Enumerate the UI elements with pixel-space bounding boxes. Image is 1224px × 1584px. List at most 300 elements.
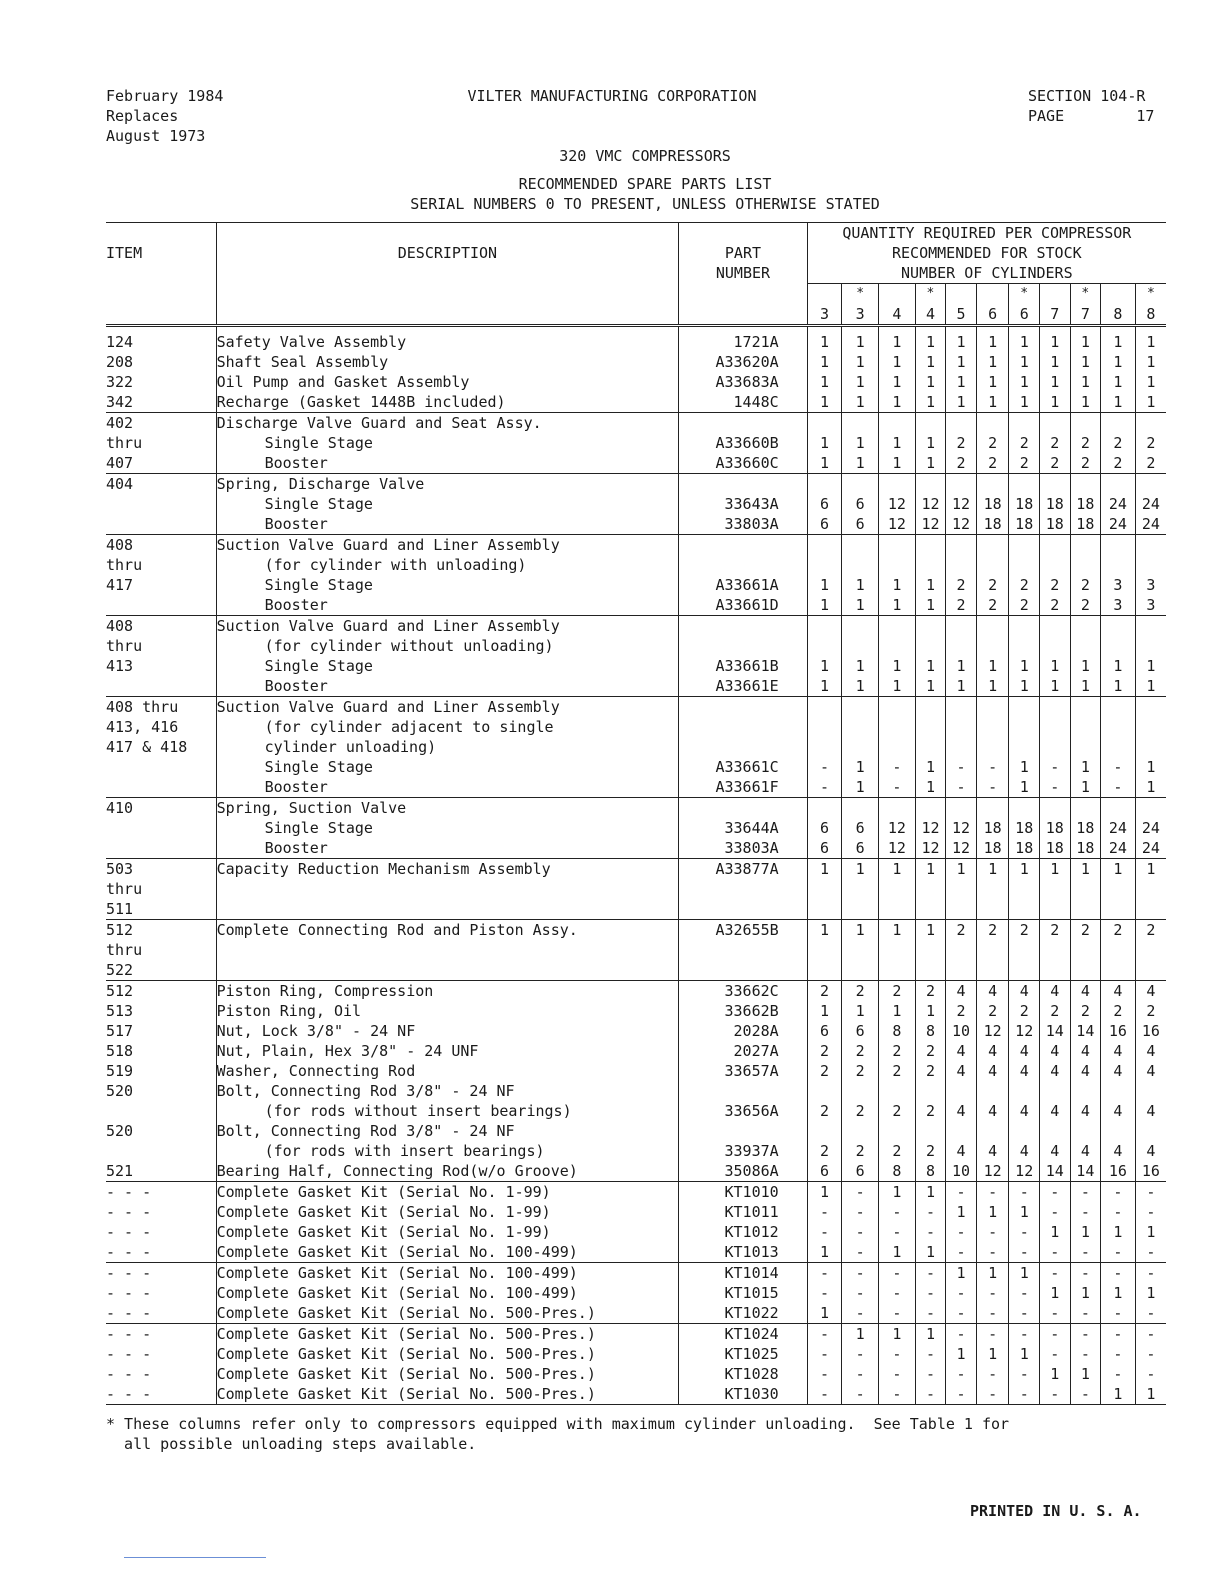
- quantity-cell: 4: [1039, 1061, 1070, 1081]
- part-number-cell: [679, 940, 807, 960]
- quantity-cell: 12: [1009, 1161, 1040, 1182]
- quantity-cell: 2: [1070, 595, 1101, 616]
- part-number-header: [679, 223, 807, 326]
- quantity-cell: -: [879, 1384, 916, 1405]
- description-cell: Capacity Reduction Mechanism Assembly: [216, 858, 679, 879]
- item-cell: 522: [106, 960, 216, 981]
- table-row: [106, 1303, 1166, 1324]
- quantity-cell: 8: [879, 1021, 916, 1041]
- quantity-cell: 8: [915, 1161, 946, 1182]
- description-cell: Piston Ring, Compression: [216, 980, 679, 1001]
- quantity-cell: -: [976, 757, 1009, 777]
- quantity-cell: [915, 940, 946, 960]
- description-cell: Complete Gasket Kit (Serial No. 100-499): [216, 1262, 679, 1283]
- quantity-cell: [1009, 960, 1040, 981]
- quantity-cell: 2: [915, 1061, 946, 1081]
- quantity-cell: [842, 717, 879, 737]
- quantity-cell: -: [976, 1242, 1009, 1263]
- quantity-cell: 1: [1070, 1364, 1101, 1384]
- quantity-cell: [807, 1081, 842, 1101]
- quantity-cell: [1039, 636, 1070, 656]
- quantity-cell: 1: [1101, 392, 1136, 413]
- quantity-cell: 16: [1101, 1161, 1136, 1182]
- quantity-cell: [807, 899, 842, 920]
- quantity-cell: 1: [1009, 392, 1040, 413]
- item-cell: [106, 514, 216, 535]
- star-marker: [946, 284, 977, 305]
- quantity-cell: -: [879, 1283, 916, 1303]
- quantity-cell: [1009, 1081, 1040, 1101]
- part-number-cell: [679, 615, 807, 636]
- quantity-cell: [879, 960, 916, 981]
- quantity-cell: 12: [946, 514, 977, 535]
- description-cell: Suction Valve Guard and Liner Assembly: [216, 696, 679, 717]
- quantity-cell: -: [1101, 1364, 1136, 1384]
- quantity-cell: [1009, 737, 1040, 757]
- part-number-cell: 33662B: [679, 1001, 807, 1021]
- table-row: [106, 696, 1166, 717]
- section-block: [1028, 86, 1154, 126]
- quantity-cell: 1: [946, 326, 977, 352]
- quantity-cell: -: [879, 1364, 916, 1384]
- item-header: ITEM: [106, 223, 216, 326]
- description-cell: Single Stage: [216, 818, 679, 838]
- quantity-cell: [1009, 615, 1040, 636]
- quantity-cell: 2: [807, 980, 842, 1001]
- quantity-cell: 1: [1070, 858, 1101, 879]
- quantity-cell: [946, 696, 977, 717]
- quantity-cell: [976, 534, 1009, 555]
- cylinder-count-header: 4: [879, 304, 916, 326]
- quantity-cell: -: [1146, 1182, 1156, 1201]
- description-cell: Spring, Suction Valve: [216, 797, 679, 818]
- quantity-cell: -: [1101, 1202, 1136, 1222]
- quantity-cell: [807, 879, 842, 899]
- quantity-cell: 1: [1070, 757, 1101, 777]
- quantity-cell: 2: [976, 919, 1009, 940]
- quantity-cell: 4: [1101, 1061, 1136, 1081]
- quantity-cell: -: [1039, 757, 1070, 777]
- quantity-cell: [1070, 879, 1101, 899]
- quantity-cell: 1: [807, 1001, 842, 1021]
- table-row: [106, 514, 1166, 535]
- part-number-cell: 1448C: [679, 392, 807, 413]
- part-number-cell: KT1012: [679, 1222, 807, 1242]
- quantity-cell: 1: [1101, 372, 1136, 392]
- quantity-cell: [1009, 534, 1040, 555]
- table-row: [106, 919, 1166, 940]
- quantity-cell: -: [976, 1364, 1009, 1384]
- quantity-cell: 2: [1039, 595, 1070, 616]
- quantity-cell: 2: [1070, 1001, 1101, 1021]
- quantity-cell: 12: [946, 494, 977, 514]
- description-cell: [216, 960, 679, 981]
- quantity-cell: 4: [976, 1041, 1009, 1061]
- table-row: [106, 1242, 1166, 1263]
- table-row: [106, 1181, 1166, 1202]
- quantity-cell: [915, 696, 946, 717]
- quantity-cell: 18: [976, 514, 1009, 535]
- table-row: [106, 1101, 1166, 1121]
- quantity-cell: -: [1146, 1263, 1156, 1282]
- quantity-cell: [915, 473, 946, 494]
- table-row: [106, 494, 1166, 514]
- table-row: [106, 1001, 1166, 1021]
- quantity-cell: 1: [1070, 392, 1101, 413]
- quantity-cell: 14: [1039, 1161, 1070, 1182]
- quantity-cell: 2: [1070, 433, 1101, 453]
- description-cell: Single Stage: [216, 656, 679, 676]
- quantity-cell: 2: [976, 575, 1009, 595]
- quantity-cell: -: [1009, 1384, 1040, 1405]
- quantity-cell: -: [842, 1364, 879, 1384]
- table-row: [106, 960, 1166, 981]
- quantity-cell: [976, 412, 1009, 433]
- quantity-cell: [1101, 797, 1136, 818]
- quantity-cell: -: [976, 1323, 1009, 1344]
- quantity-cell: 2: [1039, 575, 1070, 595]
- item-cell: thru: [106, 940, 216, 960]
- part-number-cell: KT1013: [679, 1242, 807, 1263]
- quantity-cell: 1: [1101, 326, 1136, 352]
- quantity-cell: [879, 1121, 916, 1141]
- quantity-cell: [1070, 696, 1101, 717]
- part-number-cell: 33662C: [679, 980, 807, 1001]
- quantity-cell: [842, 1081, 879, 1101]
- quantity-cell: [1135, 737, 1166, 757]
- quantity-cell: 4: [1070, 1041, 1101, 1061]
- description-cell: Complete Gasket Kit (Serial No. 100-499): [216, 1283, 679, 1303]
- item-cell: - - -: [106, 1242, 216, 1263]
- quantity-cell: [946, 1121, 977, 1141]
- quantity-cell: 2: [946, 919, 977, 940]
- quantity-cell: 4: [976, 1101, 1009, 1121]
- quantity-cell: 4: [1101, 1101, 1136, 1121]
- description-cell: Complete Gasket Kit (Serial No. 500-Pres.): [216, 1344, 679, 1364]
- table-row: [106, 1262, 1166, 1283]
- quantity-cell: 14: [1039, 1021, 1070, 1041]
- item-cell: 521: [106, 1161, 216, 1182]
- item-cell: 413: [106, 656, 216, 676]
- description-cell: Booster: [216, 595, 679, 616]
- quantity-cell: 2: [1135, 453, 1166, 474]
- quantity-cell: 6: [842, 838, 879, 859]
- quantity-cell: 2: [976, 433, 1009, 453]
- description-cell: Spring, Discharge Valve: [216, 473, 679, 494]
- quantity-cell: 1: [976, 1344, 1009, 1364]
- part-number-cell: 2027A: [679, 1041, 807, 1061]
- quantity-cell: 6: [842, 494, 879, 514]
- part-number-cell: 33803A: [679, 838, 807, 859]
- quantity-cell: 4: [1009, 1041, 1040, 1061]
- quantity-cell: -: [879, 777, 916, 798]
- quantity-cell: 1: [1039, 392, 1070, 413]
- quantity-cell: 12: [915, 514, 946, 535]
- quantity-cell: 2: [842, 1041, 879, 1061]
- quantity-cell: [946, 1081, 977, 1101]
- item-cell: [106, 676, 216, 697]
- description-cell: Bolt, Connecting Rod 3/8" - 24 NF: [216, 1081, 679, 1101]
- quantity-cell: [1070, 717, 1101, 737]
- item-cell: - - -: [106, 1323, 216, 1344]
- quantity-cell: 4: [1039, 1141, 1070, 1161]
- quantity-cell: [1101, 412, 1136, 433]
- cylinder-count-header: 3: [807, 304, 842, 326]
- quantity-cell: 2: [976, 453, 1009, 474]
- quantity-cell: [1039, 879, 1070, 899]
- quantity-cell: [879, 555, 916, 575]
- quantity-cell: 18: [976, 818, 1009, 838]
- recommended-header: RECOMMENDED FOR STOCK: [892, 244, 1082, 262]
- table-row: [106, 433, 1166, 453]
- description-cell: Booster: [216, 453, 679, 474]
- item-cell: [106, 757, 216, 777]
- quantity-cell: -: [946, 1303, 977, 1324]
- quantity-cell: [1101, 1121, 1136, 1141]
- quantity-cell: -: [842, 1202, 879, 1222]
- part-number-cell: [679, 412, 807, 433]
- description-cell: Complete Gasket Kit (Serial No. 500-Pres.): [216, 1323, 679, 1344]
- quantity-cell: 2: [915, 980, 946, 1001]
- quantity-cell: -: [946, 1181, 977, 1202]
- quantity-cell: 2: [807, 1061, 842, 1081]
- quantity-cell: 1: [1039, 676, 1070, 697]
- quantity-cell: 1: [915, 1323, 946, 1344]
- quantity-cell: -: [946, 1283, 977, 1303]
- part-number-cell: [679, 797, 807, 818]
- quantity-cell: 1: [915, 777, 946, 798]
- star-marker: [879, 284, 916, 305]
- quantity-cell: [842, 899, 879, 920]
- quantity-cell: 18: [1039, 818, 1070, 838]
- quantity-cell: [807, 412, 842, 433]
- description-cell: Single Stage: [216, 575, 679, 595]
- quantity-cell: 2: [1039, 433, 1070, 453]
- quantity-cell: 24: [1101, 494, 1136, 514]
- star-marker: [807, 284, 842, 305]
- description-cell: Booster: [216, 777, 679, 798]
- quantity-cell: 1: [842, 372, 879, 392]
- quantity-cell: 1: [879, 676, 916, 697]
- quantity-cell: 2: [879, 1061, 916, 1081]
- quantity-cell: 6: [807, 818, 842, 838]
- quantity-cell: [915, 534, 946, 555]
- quantity-cell: -: [807, 1202, 842, 1222]
- quantity-cell: [807, 696, 842, 717]
- table-row: [106, 1222, 1166, 1242]
- description-cell: Booster: [216, 838, 679, 859]
- quantity-cell: 2: [1070, 575, 1101, 595]
- quantity-cell: [1101, 555, 1136, 575]
- quantity-cell: [1101, 615, 1136, 636]
- quantity-cell: 2: [1039, 1001, 1070, 1021]
- table-row: [106, 372, 1166, 392]
- part-number-cell: [679, 473, 807, 494]
- description-cell: Complete Gasket Kit (Serial No. 100-499): [216, 1242, 679, 1263]
- quantity-cell: 1: [1039, 326, 1070, 352]
- quantity-cell: 1: [879, 352, 916, 372]
- quantity-cell: [946, 412, 977, 433]
- footnote-line1: * These columns refer only to compressors equipped with maximum cylinder unloading. See Table 1 for: [106, 1415, 1010, 1433]
- quantity-cell: [946, 797, 977, 818]
- quantity-cell: -: [1101, 1323, 1136, 1344]
- quantity-cell: [915, 960, 946, 981]
- quantity-cell: -: [842, 1262, 879, 1283]
- section-number: SECTION 104-R: [1028, 87, 1146, 105]
- quantity-cell: 1: [976, 1262, 1009, 1283]
- quantity-cell: 2: [1101, 919, 1136, 940]
- quantity-cell: 12: [879, 514, 916, 535]
- quantity-cell: [976, 1081, 1009, 1101]
- description-cell: (for cylinder adjacent to single: [216, 717, 679, 737]
- description-header: DESCRIPTION: [216, 223, 679, 326]
- quantity-cell: -: [1039, 777, 1070, 798]
- item-cell: 518: [106, 1041, 216, 1061]
- item-cell: 208: [106, 352, 216, 372]
- quantity-cell: [1101, 717, 1136, 737]
- quantity-cell: [1101, 636, 1136, 656]
- quantity-cell: [1039, 534, 1070, 555]
- quantity-cell: [1101, 696, 1136, 717]
- table-row: [106, 717, 1166, 737]
- quantity-cell: [1101, 1081, 1136, 1101]
- quantity-cell: [1101, 534, 1136, 555]
- description-cell: Nut, Plain, Hex 3/8" - 24 UNF: [216, 1041, 679, 1061]
- quantity-cell: 6: [842, 1021, 879, 1041]
- quantity-cell: 1: [1146, 352, 1156, 371]
- part-number-cell: A33660C: [679, 453, 807, 474]
- quantity-cell: [842, 412, 879, 433]
- quantity-cell: [1039, 696, 1070, 717]
- quantity-cell: [915, 1081, 946, 1101]
- quantity-cell: 12: [879, 838, 916, 859]
- quantity-cell: 1: [807, 1181, 842, 1202]
- quantity-cell: 4: [1009, 1061, 1040, 1081]
- quantity-cell: [1101, 737, 1136, 757]
- part-number-cell: A33661C: [679, 757, 807, 777]
- quantity-cell: 1: [807, 433, 842, 453]
- quantity-cell: [1135, 797, 1166, 818]
- part-number-cell: A33661A: [679, 575, 807, 595]
- quantity-cell: -: [842, 1283, 879, 1303]
- item-cell: 407: [106, 453, 216, 474]
- quantity-cell: [946, 636, 977, 656]
- quantity-cell: [976, 696, 1009, 717]
- item-cell: 512: [106, 919, 216, 940]
- quantity-cell: -: [807, 1283, 842, 1303]
- quantity-cell: 2: [1039, 453, 1070, 474]
- quantity-cell: [1009, 899, 1040, 920]
- table-row: [106, 676, 1166, 697]
- quantity-cell: 1: [879, 1323, 916, 1344]
- item-cell: 503: [106, 858, 216, 879]
- quantity-cell: 12: [1009, 1021, 1040, 1041]
- table-row: [106, 838, 1166, 859]
- quantity-cell: 1: [879, 1242, 916, 1263]
- quantity-cell: -: [946, 1364, 977, 1384]
- quantity-cell: 4: [976, 1061, 1009, 1081]
- quantity-cell: [976, 717, 1009, 737]
- part-number-cell: [679, 1081, 807, 1101]
- quantity-cell: 1: [807, 1303, 842, 1324]
- quantity-cell: [807, 1121, 842, 1141]
- quantity-cell: 1: [1009, 676, 1040, 697]
- quantity-cell: 3: [1135, 595, 1166, 616]
- quantity-cell: 16: [1141, 1021, 1160, 1040]
- quantity-cell: 1: [1135, 777, 1166, 798]
- quantity-cell: 4: [1101, 1041, 1136, 1061]
- quantity-cell: [976, 473, 1009, 494]
- part-number-cell: A33683A: [679, 372, 807, 392]
- item-cell: 520: [106, 1081, 216, 1101]
- quantity-cell: [1009, 797, 1040, 818]
- quantity-cell: [879, 473, 916, 494]
- quantity-cell: 2: [976, 595, 1009, 616]
- quantity-cell: 2: [807, 1041, 842, 1061]
- list-title: RECOMMENDED SPARE PARTS LIST: [518, 175, 772, 193]
- quantity-cell: [879, 412, 916, 433]
- quantity-cell: 2: [879, 1141, 916, 1161]
- quantity-cell: 16: [1135, 1161, 1166, 1182]
- quantity-cell: 1: [1009, 1202, 1040, 1222]
- quantity-cell: 1: [915, 372, 946, 392]
- quantity-cell: 2: [1146, 920, 1156, 939]
- quantity-cell: [1135, 473, 1166, 494]
- quantity-cell: -: [807, 1344, 842, 1364]
- quantity-cell: 4: [946, 1101, 977, 1121]
- quantity-cell: 1: [842, 1323, 879, 1344]
- quantity-cell: 4: [1146, 1041, 1156, 1060]
- quantity-cell: 4: [1146, 1101, 1156, 1120]
- quantity-cell: 1: [1146, 332, 1156, 351]
- cylinder-count-header: 7: [1039, 304, 1070, 326]
- table-row: [106, 575, 1166, 595]
- description-cell: Piston Ring, Oil: [216, 1001, 679, 1021]
- quantity-cell: -: [1070, 1344, 1101, 1364]
- quantity-cell: -: [1039, 1303, 1070, 1324]
- quantity-cell: [1039, 899, 1070, 920]
- item-cell: 417: [106, 575, 216, 595]
- star-marker: *: [1070, 284, 1101, 305]
- quantity-cell: [976, 615, 1009, 636]
- item-cell: 520: [106, 1121, 216, 1141]
- description-cell: Discharge Valve Guard and Seat Assy.: [216, 412, 679, 433]
- page-number: PAGE 17: [1028, 107, 1155, 125]
- quantity-cell: [1070, 899, 1101, 920]
- quantity-cell: 1: [807, 656, 842, 676]
- quantity-cell: 1: [807, 392, 842, 413]
- quantity-cell: -: [807, 1262, 842, 1283]
- quantity-cell: [842, 696, 879, 717]
- quantity-cell: 1: [946, 392, 977, 413]
- quantity-cell: 14: [1070, 1161, 1101, 1182]
- quantity-cell: 1: [807, 919, 842, 940]
- quantity-cell: 1: [1101, 1283, 1136, 1303]
- quantity-cell: [1039, 412, 1070, 433]
- quantity-cell: [1009, 696, 1040, 717]
- quantity-cell: 1: [1070, 676, 1101, 697]
- quantity-cell: 4: [1101, 980, 1136, 1001]
- quantity-cell: [1039, 1081, 1070, 1101]
- quantity-cell: 1: [976, 656, 1009, 676]
- quantity-cell: 2: [1009, 575, 1040, 595]
- description-cell: [216, 879, 679, 899]
- quantity-cell: [976, 797, 1009, 818]
- quantity-cell: 4: [1070, 1061, 1101, 1081]
- quantity-cell: 4: [946, 1141, 977, 1161]
- item-cell: - - -: [106, 1303, 216, 1324]
- table-row: [106, 1202, 1166, 1222]
